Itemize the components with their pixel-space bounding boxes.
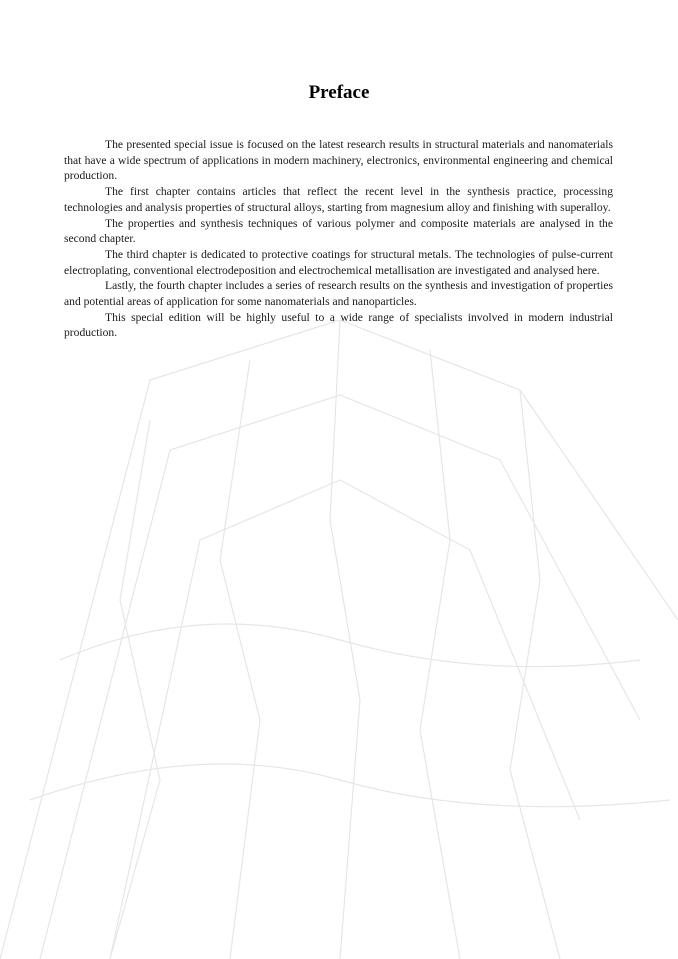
paragraph: The properties and synthesis techniques of various polymer and composite materials are analysed in the second chapter.: [64, 216, 613, 246]
background-watermark: [0, 300, 678, 959]
paragraph: The first chapter contains articles that reflect the recent level in the synthesis practice, processing technologies and analysis properties of structural alloys, starting from magnesium alloy and finishing with superalloy.: [64, 185, 613, 214]
preface-body: [64, 137, 613, 341]
paragraph: The presented special issue is focused on the latest research results in structural materials and nanomaterials that have a wide spectrum of applications in modern machinery, electronics, environmental engineering and chemical production.: [64, 138, 613, 183]
paragraph: The third chapter is dedicated to protective coatings for structural metals. The technologies of pulse-current electroplating, conventional electrodeposition and electrochemical metallisation are investigated and analysed here.: [64, 247, 613, 277]
paragraph: This special edition will be highly useful to a wide range of specialists involved in modern industrial production.: [64, 310, 613, 340]
paragraph: Lastly, the fourth chapter includes a series of research results on the synthesis and investigation of properties and potential areas of application for some nanomaterials and nanoparticles.: [64, 279, 613, 309]
page-title: Preface: [308, 82, 370, 103]
